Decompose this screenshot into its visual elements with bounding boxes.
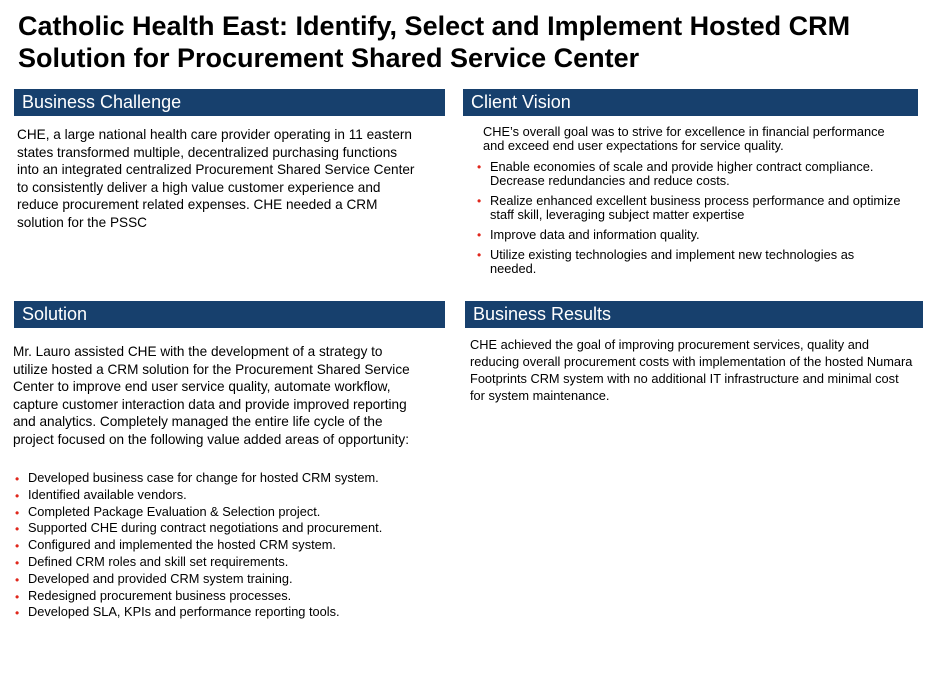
bullet-icon: • [15,488,20,503]
business-challenge-text: CHE, a large national health care provider operating in 11 eastern states transformed multiple, decentralized purchasing functions into an integrated centralized Procurement Shared Service Center to consistently deliver a high value customer experience and reduce procurement related expenses. CHE needed a CRM solution for the PSSC [17,127,415,230]
bullet-icon: • [15,589,20,604]
bullet-icon: • [477,194,482,208]
list-item: • Completed Package Evaluation & Selection project. [15,503,321,520]
bullet-icon: • [477,248,482,262]
bullet-icon: • [15,472,20,486]
bullet-icon: • [15,606,20,621]
list-item: • Redesigned procurement business processes. [15,587,292,604]
list-item: • Improve data and information quality. [477,227,700,242]
list-item: • Developed SLA, KPIs and performance reporting tools. [15,604,340,621]
list-item: • Developed and provided CRM system training. [15,570,293,587]
page-title: Catholic Health East: Identify, Select and Implement Hosted CRM Solution for Procurement Shared Service Center [18,11,851,73]
business-challenge-header: Business Challenge [14,89,445,116]
bullet-icon: • [15,522,20,537]
solution-list [15,470,440,621]
bullet-icon: • [15,539,20,554]
bullet-icon: • [15,505,20,520]
bullet-icon: • [477,228,482,242]
list-item: • Configured and implemented the hosted CRM system. [15,537,336,554]
client-vision-header: Client Vision [463,89,918,116]
list-item: • Utilize existing technologies and implement new technologies as needed. [477,247,855,276]
business-results-text: CHE achieved the goal of improving procurement services, quality and reducing overall procurement costs with implementation of the hosted Numara Footprints CRM system with no additional IT infrastructure and minimal cost for system maintenance. [470,337,913,403]
bullet-icon: • [15,572,20,587]
list-item: • Realize enhanced excellent business process performance and optimize staff skill, leveraging subject matter expertise [477,193,901,222]
solution-text: Mr. Lauro assisted CHE with the development of a strategy to utilize hosted a CRM solution for the Procurement Shared Service Center to improve end user service quality, automate workflow, capture customer interaction data and provide improved reporting and analytics. Completely managed the entire life cycle of the project focused on the following value added areas of opportunity: [13,344,410,447]
bullet-icon: • [477,160,482,174]
client-vision-list [477,160,902,282]
list-item: • Developed business case for change for hosted CRM system. [15,470,379,486]
business-results-header: Business Results [465,301,923,328]
client-vision-intro: CHE’s overall goal was to strive for excellence in financial performance and exceed end user expectations for service quality. [483,124,885,153]
list-item: • Enable economies of scale and provide higher contract compliance. Decrease redundancies and reduce costs. [477,159,874,188]
bullet-icon: • [15,555,20,570]
solution-header: Solution [14,301,445,328]
list-item: • Defined CRM roles and skill set requirements. [15,553,289,570]
list-item: • Identified available vendors. [15,486,187,503]
list-item: • Supported CHE during contract negotiations and procurement. [15,520,383,537]
